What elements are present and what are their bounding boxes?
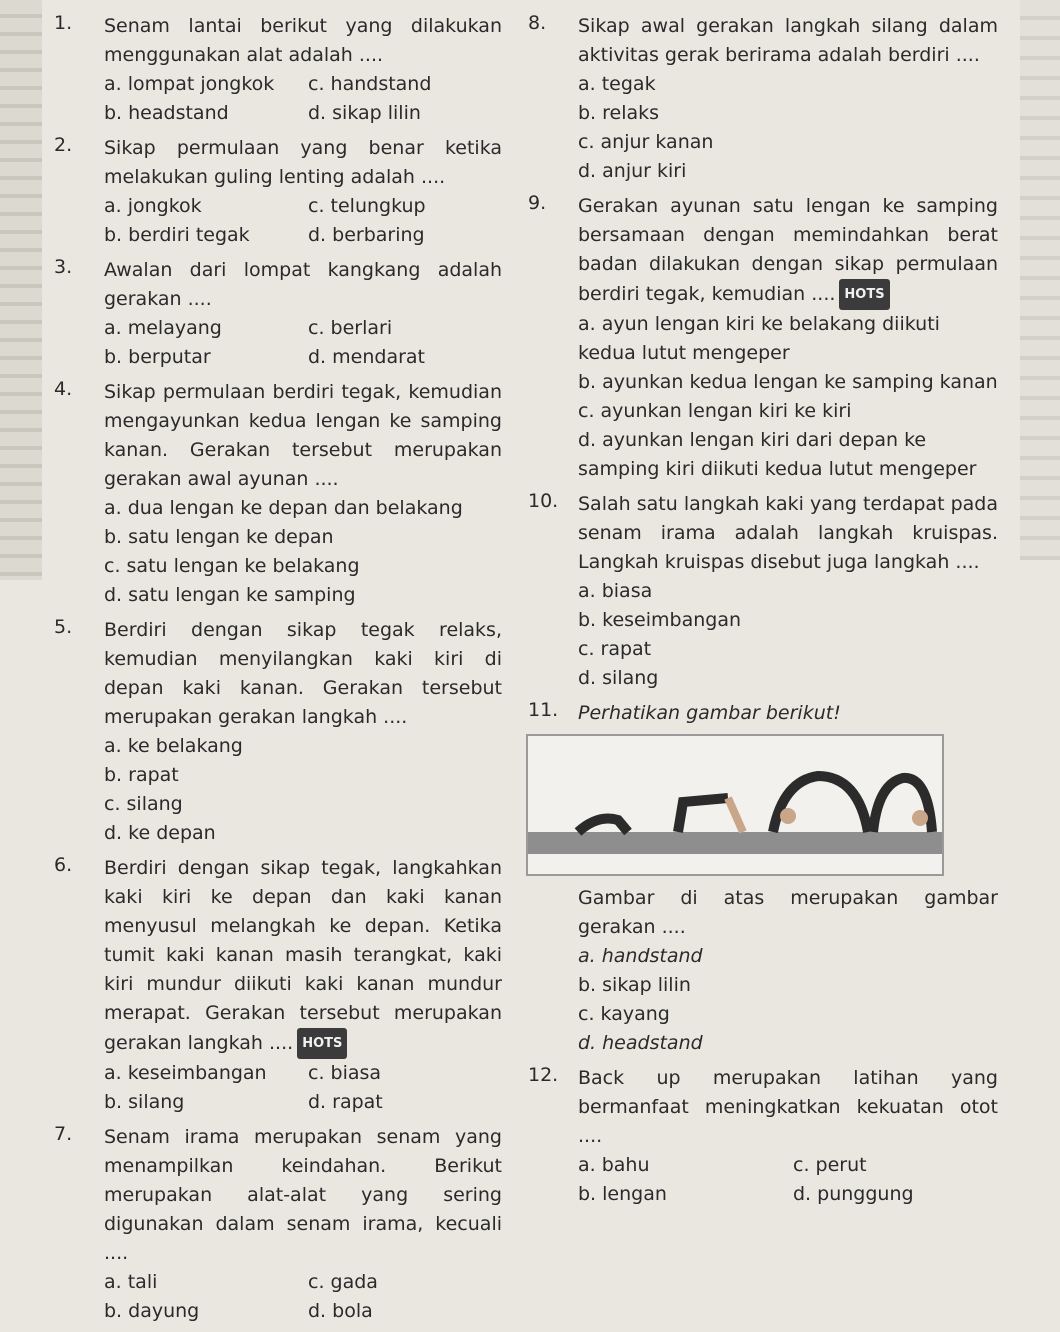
option-a[interactable]: a. jongkok	[104, 195, 202, 217]
option-b[interactable]: b. satu lengan ke depan	[104, 526, 334, 548]
option-c[interactable]: c. perut	[793, 1154, 867, 1176]
question-number: 4.	[54, 378, 73, 400]
option-d[interactable]: d. anjur kiri	[578, 160, 687, 182]
option-a[interactable]: a. tali	[104, 1271, 158, 1293]
option-b[interactable]: b. rapat	[104, 764, 179, 786]
kayang-sequence-illustration	[528, 736, 942, 874]
question-number: 12.	[528, 1064, 559, 1086]
option-b[interactable]: b. dayung	[104, 1300, 200, 1322]
option-c[interactable]: c. telungkup	[308, 195, 426, 217]
question-stem: Salah satu langkah kaki yang terdapat pada senam irama adalah langkah kruispas. Langkah kruispas disebut juga langkah ....	[578, 493, 998, 573]
option-a[interactable]: a. melayang	[104, 317, 222, 339]
option-a[interactable]: a. biasa	[578, 580, 653, 602]
question-stem: Gerakan ayunan satu lengan ke samping bersamaan dengan memindahkan berat badan dilakukan dengan sikap permulaan berdiri tegak, kemudian ....	[578, 195, 998, 305]
question-stem: Sikap permulaan yang benar ketika melakukan guling lenting adalah ....	[104, 137, 502, 188]
option-d[interactable]: d. satu lengan ke samping	[104, 584, 356, 606]
question-2	[54, 134, 502, 250]
option-b[interactable]: b. sikap lilin	[578, 974, 691, 996]
figure-lying-legs	[578, 819, 628, 833]
question-number: 9.	[528, 192, 547, 214]
question-4	[54, 378, 502, 610]
option-c[interactable]: c. rapat	[578, 638, 652, 660]
hots-badge: HOTS	[297, 1028, 347, 1059]
option-c[interactable]: c. silang	[104, 793, 183, 815]
option-b[interactable]: b. berdiri tegak	[104, 224, 250, 246]
option-d[interactable]: d. ayunkan lengan kiri dari depan ke samping kiri diikuti kedua lutut mengeper	[578, 429, 977, 480]
question-number: 6.	[54, 854, 73, 876]
option-a[interactable]: a. lompat jongkok	[104, 73, 275, 95]
option-a[interactable]: a. tegak	[578, 73, 656, 95]
option-c[interactable]: c. anjur kanan	[578, 131, 714, 153]
question-number: 10.	[528, 490, 559, 512]
mat	[528, 832, 942, 854]
question-5	[54, 616, 502, 848]
question-stem: Awalan dari lompat kangkang adalah gerakan ....	[104, 259, 502, 310]
question-9	[528, 192, 998, 484]
question-stem: Senam lantai berikut yang dilakukan menggunakan alat adalah ....	[104, 15, 502, 66]
option-b[interactable]: b. headstand	[104, 102, 229, 124]
option-c[interactable]: c. kayang	[578, 1003, 670, 1025]
option-b[interactable]: b. relaks	[578, 102, 660, 124]
question-stem: Berdiri dengan sikap tegak, langkahkan kaki kiri ke depan dan kaki kanan menyusul melangkah ke depan. Ketika tumit kaki kanan masih terangkat, kaki kiri mundur diikuti kaki kanan mundur merapat. Gerakan tersebut merupakan gerakan langkah ....	[104, 857, 502, 1054]
left-column	[54, 12, 502, 1332]
question-stem: Sikap awal gerakan langkah silang dalam aktivitas gerak berirama adalah berdiri ....	[578, 15, 998, 66]
hots-badge: HOTS	[839, 279, 889, 310]
question-12	[528, 1064, 998, 1209]
option-b[interactable]: b. lengan	[578, 1183, 667, 1205]
book-binding-left	[0, 0, 42, 580]
option-d[interactable]: d. berbaring	[308, 224, 425, 246]
option-b[interactable]: b. keseimbangan	[578, 609, 742, 631]
figure-head-2	[912, 810, 928, 826]
question-3	[54, 256, 502, 372]
option-c[interactable]: c. biasa	[308, 1062, 382, 1084]
option-c[interactable]: c. handstand	[308, 73, 432, 95]
question-number: 5.	[54, 616, 73, 638]
option-d[interactable]: d. headstand	[578, 1032, 703, 1054]
option-b[interactable]: b. silang	[104, 1091, 185, 1113]
option-a[interactable]: a. keseimbangan	[104, 1062, 267, 1084]
question-number: 11.	[528, 699, 559, 721]
question-stem: Perhatikan gambar berikut!	[578, 702, 841, 724]
option-d[interactable]: d. sikap lilin	[308, 102, 421, 124]
option-a[interactable]: a. dua lengan ke depan dan belakang	[104, 497, 463, 519]
question-11	[528, 699, 998, 728]
option-a[interactable]: a. ke belakang	[104, 735, 243, 757]
option-a[interactable]: a. bahu	[578, 1154, 650, 1176]
option-d[interactable]: d. rapat	[308, 1091, 383, 1113]
option-c[interactable]: c. ayunkan lengan kiri ke kiri	[578, 400, 852, 422]
question-number: 1.	[54, 12, 73, 34]
figure-head	[780, 808, 796, 824]
option-d[interactable]: d. mendarat	[308, 346, 425, 368]
option-c[interactable]: c. gada	[308, 1271, 378, 1293]
question-stem: Back up merupakan latihan yang bermanfaat meningkatkan kekuatan otot ....	[578, 1067, 998, 1147]
book-binding-right	[1020, 0, 1060, 560]
option-c[interactable]: c. satu lengan ke belakang	[104, 555, 360, 577]
option-b[interactable]: b. berputar	[104, 346, 211, 368]
option-d[interactable]: d. punggung	[793, 1183, 914, 1205]
question-number: 2.	[54, 134, 73, 156]
option-d[interactable]: d. silang	[578, 667, 659, 689]
option-d[interactable]: d. ke depan	[104, 822, 216, 844]
question-number: 7.	[54, 1123, 73, 1145]
question-7	[54, 1123, 502, 1326]
question-number: 3.	[54, 256, 73, 278]
option-a[interactable]: a. ayun lengan kiri ke belakang diikuti kedua lutut mengeper	[578, 313, 940, 364]
question-number: 8.	[528, 12, 547, 34]
question-8	[528, 12, 998, 186]
question-stem-after: Gambar di atas merupakan gambar gerakan ....	[578, 887, 998, 938]
right-column	[528, 12, 998, 1215]
option-d[interactable]: d. bola	[308, 1300, 373, 1322]
question-6	[54, 854, 502, 1117]
option-b[interactable]: b. ayunkan kedua lengan ke samping kanan	[578, 371, 998, 393]
question-stem: Berdiri dengan sikap tegak relaks, kemudian menyilangkan kaki kiri di depan kaki kanan. Gerakan tersebut merupakan gerakan langkah ....	[104, 619, 502, 728]
option-c[interactable]: c. berlari	[308, 317, 393, 339]
figure-bent-legs	[678, 798, 728, 832]
figure-arms	[728, 798, 743, 832]
option-a[interactable]: a. handstand	[578, 945, 703, 967]
question-1	[54, 12, 502, 128]
question-stem: Senam irama merupakan senam yang menampilkan keindahan. Berikut merupakan alat-alat yang sering digunakan dalam senam irama, kecuali ....	[104, 1126, 502, 1264]
question-10	[528, 490, 998, 693]
question-11-continued	[528, 884, 998, 1058]
question-stem: Sikap permulaan berdiri tegak, kemudian mengayunkan kedua lengan ke samping kanan. Gerakan tersebut merupakan gerakan awal ayunan ....	[104, 381, 502, 490]
gymnastics-figure	[526, 734, 944, 876]
